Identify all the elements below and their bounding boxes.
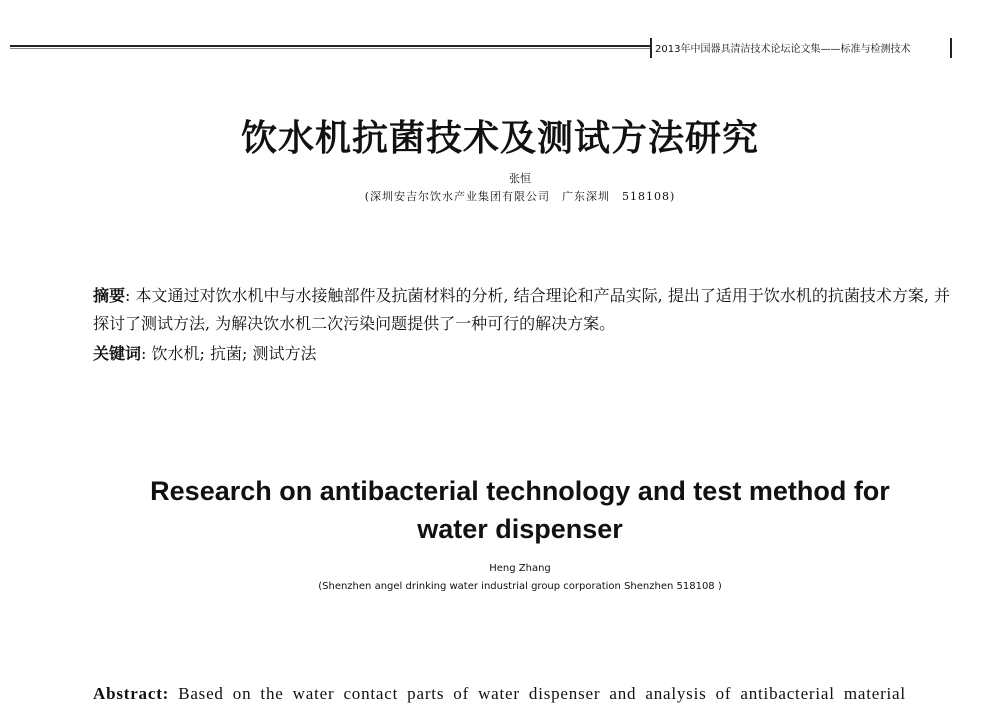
keywords-cn [93,340,953,368]
author-cn: 张恒 [509,172,531,185]
abstract-en [93,684,953,704]
keywords-text-cn: : 饮水机; 抗菌; 测试方法 [141,344,317,363]
abstract-label-en: Abstract: [93,684,170,703]
header-rule [10,45,650,47]
abstract-text-cn: : 本文通过对饮水机中与水接触部件及抗菌材料的分析, 结合理论和产品实际, 提出了适用于饮水机的抗菌技术方案, 并探讨了测试方法, 为解决饮水机二次污染问题提供了一种可行的解决方案。 [93,286,951,333]
affiliation-cn: (深圳安吉尔饮水产业集团有限公司 广东深圳 518108) [364,190,676,203]
keywords-label-cn: 关键词 [93,344,142,363]
paper-title-en-line2: water dispenser [417,514,623,544]
paper-title-en [0,472,1000,548]
header-divider-left [650,38,652,58]
abstract-label-cn: 摘要 [93,286,126,305]
header-rule-thin [10,48,650,49]
paper-title-cn: 饮水机抗菌技术及测试方法研究 [240,117,759,159]
paper-title-en-line1: Research on antibacterial technology and test method for [150,476,890,506]
affiliation-en: (Shenzhen angel drinking water industrial group corporation Shenzhen 518108 ) [318,581,722,592]
author-en: Heng Zhang [489,563,551,574]
header-divider-right [950,38,952,58]
abstract-text-en: Based on the water contact parts of water dispenser and analysis of antibacterial material [178,684,906,703]
running-title: 2013年中国器具清洁技术论坛论文集——标准与检测技术 [655,44,911,55]
abstract-cn [93,282,953,338]
